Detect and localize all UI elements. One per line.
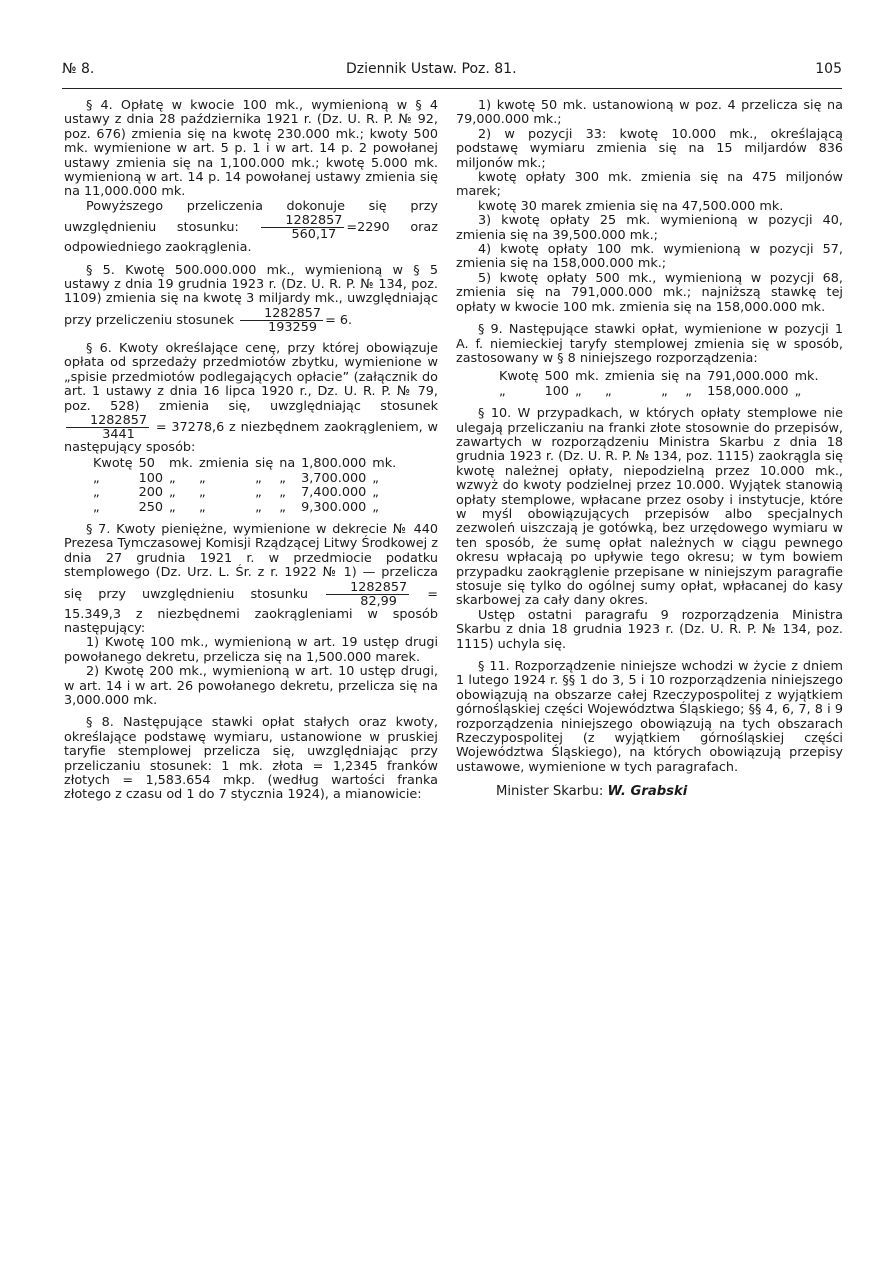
section-10: § 10. W przypadkach, w których opłaty stemplowe nie ulegają przeliczaniu na franki złote stosownie do przepisów, zawartych w rozporządzeniu Ministra Skarbu z dnia 18 grudnia 1923 r. (Dz. U. R. P. № 134, poz. 1115) zaokrągla się kwotę należnej opłaty, niepodzielną przez 10.000 mk., wzwyż do kwoty podzielnej przez 10.000. Wyjątek stanowią opłaty stemplowe, wpłacane przez osoby i instytucje, które w myśl obowiązujących przepisów albo specjalnych zezwoleń uiszczają je gotówką, bez urzędowego wymiaru w ten sposób, że sumę opłat należnych w ciągu pewnego okresu wpłacają po upływie tego okresu; w tym bowiem przypadku zaokrąglenie przepisane w niniejszym paragrafie stosuje się tylko do ogólnej sumy opłat, wpłacanej do kasy skarbowej za cały dany okres. — [456, 406, 843, 609]
table-cell: „ — [661, 383, 668, 399]
table-cell: 7,400.000 — [301, 485, 367, 501]
section-6 — [64, 342, 438, 455]
fraction-7 — [326, 581, 409, 608]
table-cell: „ — [255, 485, 262, 501]
table-cell: „ — [198, 485, 206, 501]
table-cell: „ — [372, 470, 379, 486]
fraction-7-denominator: 82,99 — [360, 593, 397, 609]
page-number: 105 — [815, 61, 842, 77]
table-cell: 500 — [544, 369, 570, 385]
table-cell: 791,000.000 — [707, 369, 789, 385]
section-4-ratio — [64, 200, 438, 256]
table-cell: „ — [198, 499, 206, 515]
table-cell: mk. — [794, 369, 819, 385]
section-4-ratio-text-a: Powyższego przeliczenia dokonuje się przy uwzględnieniu stosunku: — [64, 198, 438, 236]
fraction-6-numerator: 1282857 — [66, 414, 149, 428]
table-cell: „ — [604, 383, 612, 399]
table-cell: „ — [93, 485, 100, 501]
section-5 — [64, 264, 438, 334]
table-cell: się — [661, 369, 680, 385]
page-header — [62, 62, 842, 84]
amounts-table-6 — [90, 457, 399, 515]
fraction-4-numerator: 1282857 — [261, 214, 344, 228]
table-cell: „ — [499, 383, 506, 399]
section-6-text-a: § 6. Kwoty określające cenę, przy której obowiązuje opłata od sprzedaży przedmiotów zbytku, wymienione w „spisie przedmiotów podlegających opłacie” (załącznik do art. 1 ustawy z dnia 16 lipca 1920 r., Dz. U. R. P. № 79, poz. 528) zmienia się, uwzględniając stosunek — [64, 340, 438, 414]
fraction-5 — [240, 307, 323, 334]
journal-title: Dziennik Ustaw. Poz. 81. — [346, 61, 517, 77]
item-2b: kwotę opłaty 300 mk. zmienia się na 475 miljonów marek; — [456, 170, 843, 200]
table-cell: „ — [279, 499, 286, 515]
table-cell: zmienia — [604, 369, 656, 385]
table-cell: zmienia — [198, 456, 250, 472]
item-2: 2) w pozycji 33: kwotę 10.000 mk., określającą podstawę wymiaru zmienia się na 15 miljardów 836 miljonów mk.; — [456, 126, 843, 171]
section-7-text-a: § 7. Kwoty pieniężne, wymienione w dekrecie № 440 Prezesa Tymczasowej Komisji Rządzącej Litwy Środkowej z dnia 27 grudnia 1921 r. w przedmiocie podatku stemplowego (Dz. Urz. L. Śr. z r. 1922 № 1) — przelicza się przy uwzględnieniu stosunku — [64, 521, 438, 602]
table-row — [90, 486, 399, 500]
fraction-4 — [261, 214, 344, 241]
table-cell: „ — [794, 383, 802, 399]
amounts-table-9 — [496, 370, 822, 399]
fraction-6 — [66, 414, 149, 441]
table-cell: „ — [169, 470, 176, 486]
table-row — [90, 501, 399, 515]
fraction-7-numerator: 1282857 — [326, 581, 409, 595]
signature-name: W. Grabski — [607, 784, 688, 800]
section-7-item-1: 1) Kwotę 100 mk., wymienioną w art. 19 ustęp drugi powołanego dekretu, przelicza się na 1,500.000 marek. — [64, 635, 438, 665]
table-cell: na — [279, 456, 296, 472]
item-2c: kwotę 30 marek zmienia się na 47,500.000 mk. — [478, 198, 784, 214]
fraction-5-numerator: 1282857 — [240, 307, 323, 321]
table-row — [90, 457, 399, 471]
table-cell: Kwotę — [499, 369, 539, 385]
header-rule — [62, 88, 842, 89]
table-cell: „ — [169, 499, 176, 515]
left-column — [64, 99, 438, 803]
table-cell: 200 — [138, 485, 164, 501]
section-6-text-b: = 37278,6 z niezbędnem zaokrągleniem, w następujący sposób: — [64, 419, 438, 455]
table-row — [496, 370, 822, 384]
item-1: 1) kwotę 50 mk. ustanowioną w poz. 4 przelicza się na 79,000.000 mk.; — [456, 98, 843, 128]
table-cell: na — [685, 369, 702, 385]
section-9: § 9. Następujące stawki opłat, wymienione w pozycji 1 A. f. niemieckiej taryfy stemplowej zmienia się w sposób, zastosowany w § 8 niniejszego rozporządzenia: — [456, 322, 843, 366]
table-cell: „ — [279, 470, 286, 486]
section-4: § 4. Opłatę w kwocie 100 mk., wymienioną w § 4 ustawy z dnia 28 października 1921 r. (Dz. U. R. P. № 92, poz. 676) zmienia się na kwotę 230.000 mk.; kwoty 500 mk. wymienione w art. 5 p. 1 i w art. 14 p. 2 powołanej ustawy zmienia się na 1,100.000 mk.; kwotę 5.000 mk. wymienioną w art. 14 p. 14 powołanej ustawy zmienia się na 11,000.000 mk. — [64, 98, 438, 200]
table-cell: 100 — [138, 470, 164, 486]
table-row — [496, 385, 822, 399]
table-cell: mk. — [575, 369, 599, 385]
table-cell: „ — [93, 470, 100, 486]
section-11: § 11. Rozporządzenie niniejsze wchodzi w życie z dniem 1 lutego 1924 r. §§ 1 do 3, 5 i 10 rozporządzenia niniejszego obowiązują na obszarze całej Rzeczypospolitej z wyjątkiem górnośląskiej części Województwa Śląskiego; §§ 4, 6, 7, 8 i 9 rozporządzenia niniejszego obowiązują na tych obszarach Rzeczypospolitej (z wyjątkiem górnośląskiej części Województwa Śląskiego), na których obowiązują przepisy ustawowe, wymienione w tych paragrafach. — [456, 659, 843, 775]
section-8: § 8. Następujące stawki opłat stałych oraz kwoty, określające podstawę wymiaru, ustanowione w pruskiej taryfie stemplowej przelicza się, uwzględniając przy przeliczaniu stosunek: 1 mk. złota = 1,2345 franków złotych = 1,583.654 mkp. (według wartości franka złotego z czasu od 1 do 7 stycznia 1924), a mianowicie: — [64, 715, 438, 803]
table-cell: 1,800.000 — [301, 456, 367, 472]
table-row — [90, 472, 399, 486]
section-4-ratio-text-b: =2290 oraz odpowiedniego zaokrąglenia. — [64, 220, 438, 256]
table-cell: 158,000.000 — [707, 383, 789, 399]
signature — [456, 785, 843, 799]
section-7-item-2: 2) Kwotę 200 mk., wymienioną w art. 10 ustęp drugi, w art. 14 i w art. 26 powołanego dekretu, przelicza się na 3,000.000 mk. — [64, 664, 438, 708]
table-cell: „ — [198, 470, 206, 486]
fraction-4-denominator: 560,17 — [291, 227, 337, 243]
table-cell: mk. — [372, 456, 397, 472]
fraction-6-denominator: 3441 — [102, 426, 135, 442]
signature-label: Minister Skarbu: — [496, 784, 604, 800]
table-cell: 50 — [138, 456, 155, 472]
table-cell: „ — [372, 485, 379, 501]
issue-number: № 8. — [62, 61, 95, 77]
table-cell: „ — [255, 470, 262, 486]
section-7 — [64, 523, 438, 636]
section-7-text-b: = 15.349,3 z niezbędnemi zaokrągleniami w sposób następujący: — [64, 586, 438, 636]
table-cell: „ — [255, 499, 262, 515]
table-cell: „ — [575, 383, 582, 399]
table-cell: 3,700.000 — [301, 470, 367, 486]
table-cell: „ — [372, 499, 379, 515]
section-5-text-b: = 6. — [325, 312, 353, 328]
table-cell: „ — [93, 499, 100, 515]
table-cell: 250 — [138, 499, 164, 515]
table-cell: mk. — [169, 456, 193, 472]
right-column — [456, 99, 843, 800]
section-5-text-a: § 5. Kwotę 500.000.000 mk., wymienioną w § 5 ustawy z dnia 19 grudnia 1923 r. (Dz. U. R. P. № 134, poz. 1109) zmienia się na kwotę 3 miljardy mk., uwzględniając przy przeliczeniu stosunek — [64, 262, 438, 328]
table-cell: Kwotę — [93, 456, 133, 472]
item-4: 4) kwotę opłaty 100 mk. wymienioną w pozycji 57, zmienia się na 158,000.000 mk.; — [456, 242, 843, 272]
table-cell: 100 — [544, 383, 570, 399]
table-cell: „ — [279, 485, 286, 501]
table-cell: „ — [169, 485, 176, 501]
fraction-5-denominator: 193259 — [268, 319, 317, 335]
section-10-repeal: Ustęp ostatni paragrafu 9 rozporządzenia Ministra Skarbu z dnia 18 grudnia 1923 r. (Dz. U. R. P. № 134, poz. 1115) uchyla się. — [456, 607, 843, 652]
table-cell: 9,300.000 — [301, 499, 367, 515]
item-3: 3) kwotę opłaty 25 mk. wymienioną w pozycji 40, zmienia się na 39,500.000 mk.; — [456, 213, 843, 243]
table-cell: „ — [685, 383, 692, 399]
table-cell: się — [255, 456, 274, 472]
item-5: 5) kwotę opłaty 500 mk., wymienioną w pozycji 68, zmienia się na 791,000.000 mk.; najniższą stawkę tej opłaty w kwocie 100 mk. zmienia się na 158,000.000 mk. — [456, 270, 843, 315]
